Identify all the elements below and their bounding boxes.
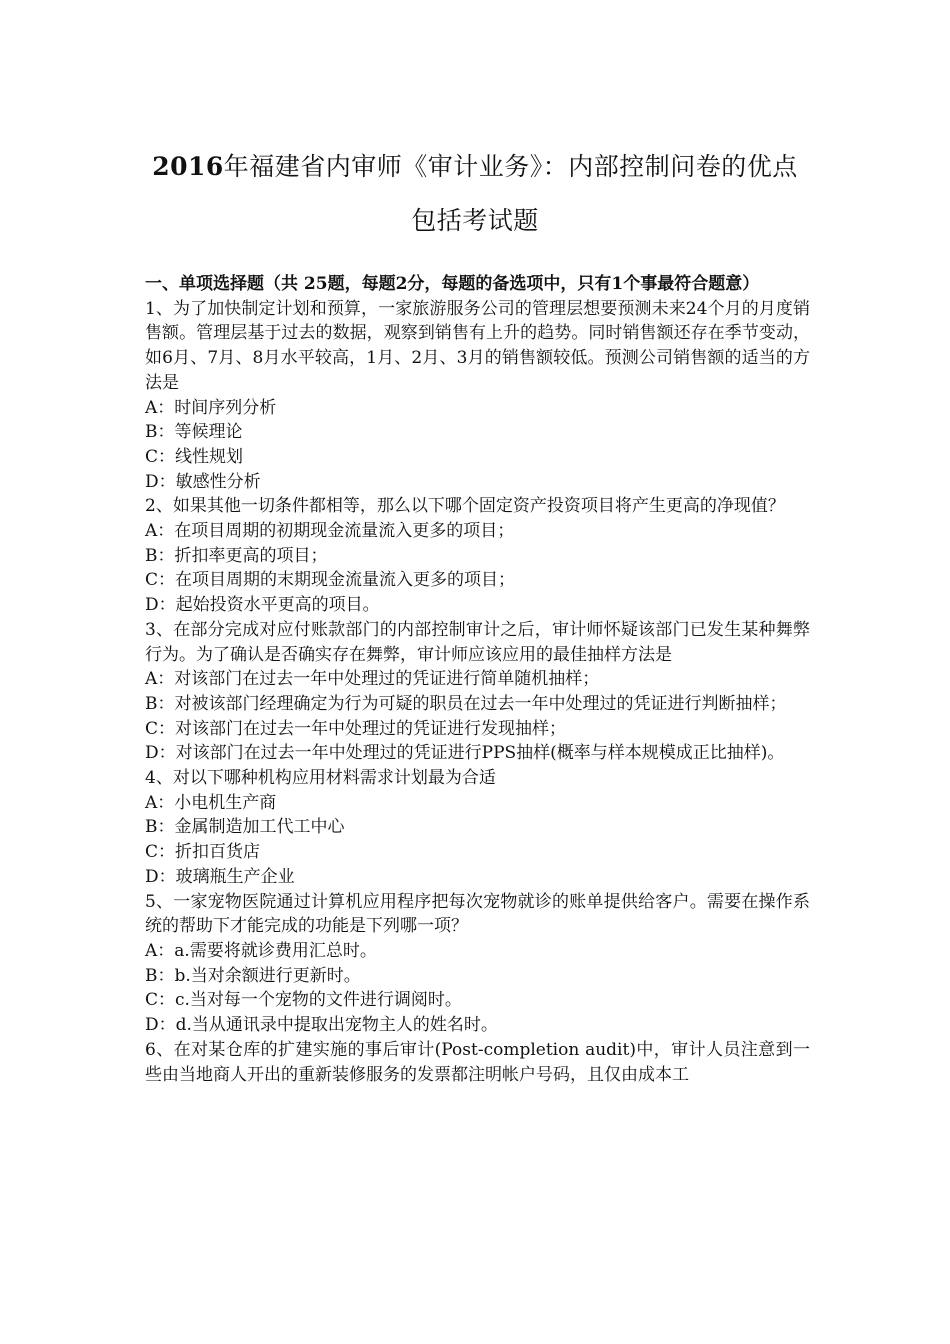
option-b: B：等候理论 (145, 422, 243, 443)
question-3 (145, 618, 810, 766)
question-5 (145, 890, 810, 1038)
question-text: 3、在部分完成对应付账款部门的内部控制审计之后，审计师怀疑该部门已发生某种舞弊行为。为了确认是否确实存在舞弊，审计师应该应用的最佳抽样方法是 (145, 619, 810, 665)
document-title (120, 140, 830, 248)
section-heading: 一、单项选择题（共 25题，每题2分，每题的备选项中，只有1个事最符合题意） (145, 274, 760, 294)
option-b: B：b.当对余额进行更新时。 (145, 965, 361, 986)
option-a: A：a.需要将就诊费用汇总时。 (145, 940, 377, 961)
option-c: C：c.当对每一个宠物的文件进行调阅时。 (145, 990, 462, 1011)
question-text: 2、如果其他一切条件都相等，那么以下哪个固定资产投资项目将产生更高的净现值？ (145, 496, 785, 517)
question-text: 5、一家宠物医院通过计算机应用程序把每次宠物就诊的账单提供给客户。需要在操作系统的帮助下才能完成的功能是下列哪一项？ (145, 891, 810, 937)
title-line-1 (120, 140, 830, 194)
question-text: 4、对以下哪种机构应用材料需求计划最为合适 (145, 768, 496, 789)
question-4 (145, 766, 810, 890)
title-line-1-text: 年福建省内审师《审计业务》：内部控制问卷的优点 (223, 152, 798, 181)
option-b: B：对被该部门经理确定为行为可疑的职员在过去一年中处理过的凭证进行判断抽样； (145, 693, 787, 714)
question-1 (145, 297, 810, 495)
option-d: D：起始投资水平更高的项目。 (145, 595, 380, 616)
option-d: D：玻璃瓶生产企业 (145, 866, 295, 887)
option-a: A：对该部门在过去一年中处理过的凭证进行简单随机抽样； (145, 669, 600, 690)
option-a: A：在项目周期的初期现金流量流入更多的项目； (145, 521, 515, 542)
option-b: B：折扣率更高的项目； (145, 545, 328, 566)
option-a: A：小电机生产商 (145, 792, 277, 813)
document-body (145, 272, 810, 1087)
option-d: D：d.当从通讯录中提取出宠物主人的姓名时。 (145, 1015, 498, 1036)
option-c: C：折扣百货店 (145, 842, 261, 863)
option-b: B：金属制造加工代工中心 (145, 817, 345, 838)
option-c: C：线性规划 (145, 446, 244, 467)
option-c: C：对该部门在过去一年中处理过的凭证进行发现抽样； (145, 718, 567, 739)
question-2 (145, 494, 810, 618)
option-d: D：敏感性分析 (145, 471, 261, 492)
title-line-2: 包括考试题 (411, 206, 539, 235)
question-text: 6、在对某仓库的扩建实施的事后审计(Post-completion audit)中，审计人员注意到一些由当地商人开出的重新装修服务的发票都注明帐户号码，且仅由成本工 (145, 1039, 810, 1085)
option-a: A：时间序列分析 (145, 397, 277, 418)
title-year: 2016 (152, 152, 224, 181)
option-d: D：对该部门在过去一年中处理过的凭证进行PPS抽样(概率与样本规模成正比抽样)。 (145, 743, 785, 764)
question-6 (145, 1038, 810, 1087)
option-c: C：在项目周期的末期现金流量流入更多的项目； (145, 570, 516, 591)
question-text: 1、为了加快制定计划和预算，一家旅游服务公司的管理层想要预测未来24个月的月度销售额。管理层基于过去的数据，观察到销售有上升的趋势。同时销售额还存在季节变动，如6月、7月、8月水平较高，1月、2月、3月的销售额较低。预测公司销售额的适当的方法是 (145, 298, 810, 393)
